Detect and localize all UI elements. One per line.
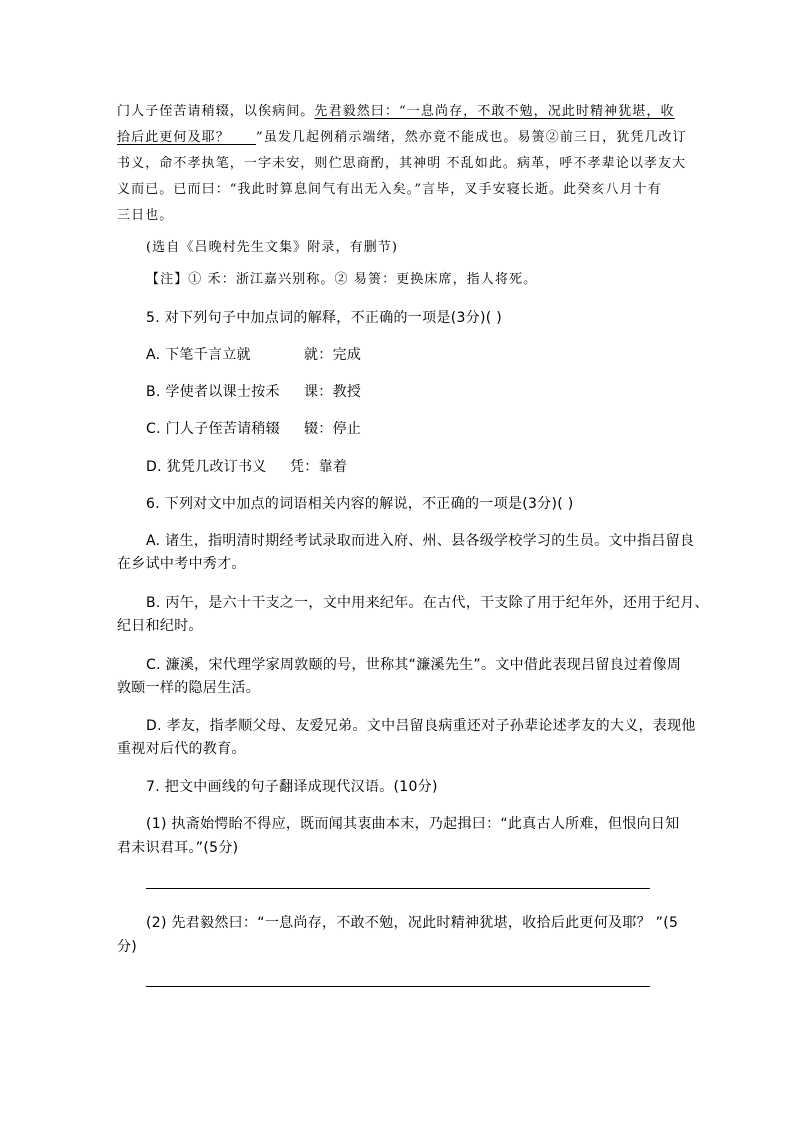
option-c-definition: 辍：停止: [304, 421, 362, 437]
underlined-gap: [230, 130, 256, 145]
passage-line-4: 义而已。已而曰：“我此时算息间气有出无入矣。”言毕，叉手安寝长逝。此癸亥八月十有: [117, 182, 662, 197]
question-7-part-2-line-1: (2) 先君毅然曰：“一息尚存，不敢不勉，况此时精神犹堪，收拾后此更何及耶？ ”(5: [146, 915, 679, 931]
option-d-definition: 凭：靠着: [290, 459, 348, 475]
question-5-option-d: [146, 456, 267, 476]
question-5-stem: 5. 对下列句子中加点词的解释，不正确的一项是(3分)( ): [146, 310, 503, 326]
option-sentence: D. 犹凭几改订书义: [146, 459, 267, 475]
footnotes: 【注】① 禾：浙江嘉兴别称。② 易箦：更换床席，指人将死。: [146, 272, 538, 287]
question-6-option-b-line-1: B. 丙午，是六十干支之一，文中用来纪年。在古代，干支除了用于纪年外，还用于纪月、: [146, 595, 709, 611]
passage-line-5: 三日也。: [117, 208, 174, 223]
question-6-option-a-line-2: 在乡试中考中秀才。: [117, 556, 246, 572]
answer-line-1[interactable]: [146, 888, 650, 889]
source-citation: (选自《吕晚村先生文集》附录，有删节): [146, 240, 399, 255]
question-5-option-c: [146, 418, 280, 438]
option-sentence: B. 学使者以课士按禾: [146, 384, 280, 400]
option-sentence: A. 下笔千言立就: [146, 347, 251, 363]
question-6-option-c-line-1: C. 濂溪，宋代理学家周敦颐的号，世称其“濂溪先生”。文中借此表现吕留良过着像周: [146, 657, 682, 673]
question-7-stem: 7. 把文中画线的句子翻译成现代汉语。(10分): [146, 779, 438, 795]
question-7-part-1-line-2: 君未识君耳。”(5分): [117, 840, 239, 856]
underlined-sentence: 先君毅然曰：“一息尚存，不敢不勉，况此时精神犹堪，收: [314, 104, 675, 119]
question-7-part-2-line-2: 分): [117, 939, 138, 955]
question-5-option-b: [146, 381, 280, 401]
answer-line-2[interactable]: [146, 986, 650, 987]
passage-line-1: [117, 100, 675, 119]
option-sentence: C. 门人子侄苦请稍辍: [146, 421, 280, 437]
passage-text: ”: [255, 130, 264, 145]
question-6-stem: 6. 下列对文中加点的词语相关内容的解说，不正确的一项是(3分)( ): [146, 496, 574, 512]
question-6-option-b-line-2: 纪日和纪时。: [117, 618, 203, 634]
passage-text: 虽发几起例稍示端绪，然亦竟不能成也。易箦②前三日，犹凭几改订: [263, 130, 687, 145]
question-6-option-a-line-1: A. 诸生，指明清时期经考试录取而进入府、州、县各级学校学习的生员。文中指吕留良: [146, 533, 695, 549]
question-5-option-a: [146, 344, 251, 364]
option-b-definition: 课：教授: [304, 384, 362, 400]
question-7-part-1-line-1: (1) 执斋始愕眙不得应，既而闻其衷曲本末，乃起揖曰：“此真古人所难，但恨向日知: [146, 816, 680, 832]
underlined-sentence: 拾后此更何及耶？: [117, 130, 230, 145]
passage-line-2: [117, 126, 687, 145]
question-6-option-d-line-2: 重视对后代的教育。: [117, 741, 246, 757]
option-a-definition: 就：完成: [304, 347, 362, 363]
question-6-option-d-line-1: D. 孝友，指孝顺父母、友爱兄弟。文中吕留良病重还对子孙辈论述孝友的大义，表现他: [146, 718, 696, 734]
passage-line-3: 书义，命不孝执笔，一字未安，则伫思商酌，其神明 不乱如此。病革，呼不孝辈论以孝友大: [117, 156, 687, 171]
question-6-option-c-line-2: 敦颐一样的隐居生活。: [117, 680, 260, 696]
passage-text: 门人子侄苦请稍辍，以俟病间。: [117, 104, 315, 119]
